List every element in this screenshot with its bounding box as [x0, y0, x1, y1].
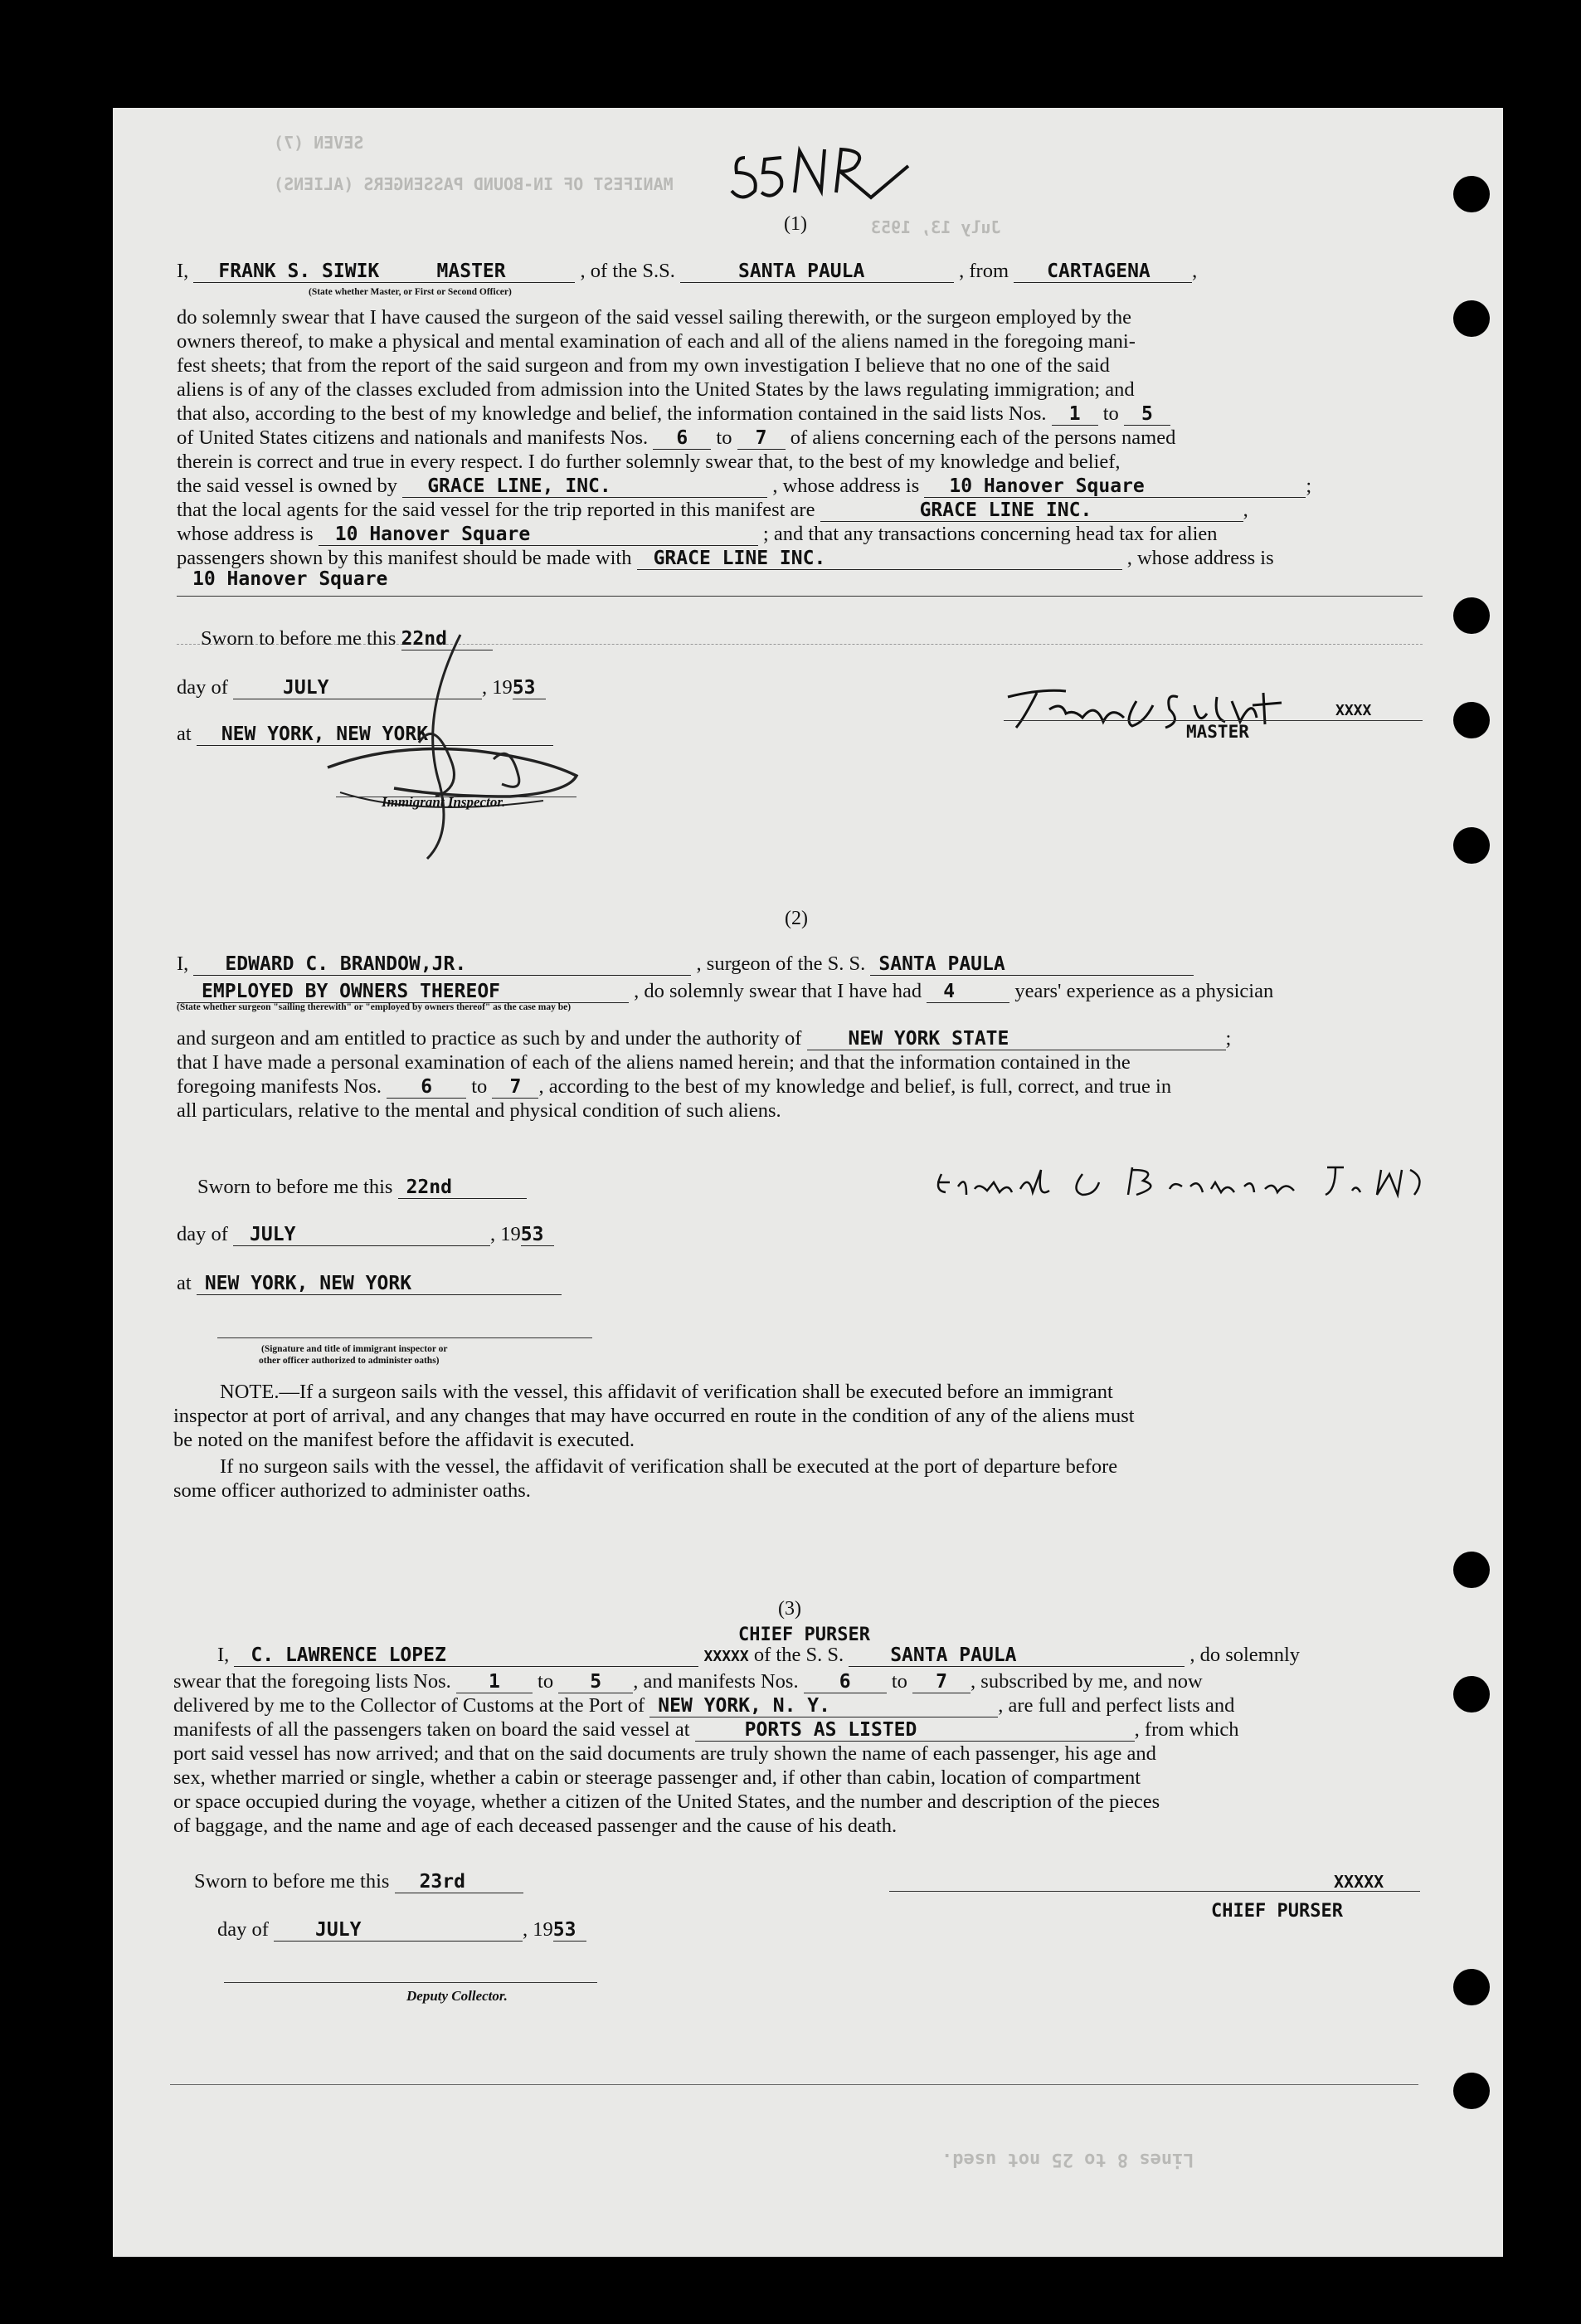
lists-to-field: 5	[1124, 403, 1170, 426]
owner-address-field: 10 Hanover Square	[924, 475, 1306, 498]
master-note: (State whether Master, or First or Second Officer)	[309, 287, 512, 297]
oath-text: , are full and perfect lists and	[998, 1694, 1235, 1717]
section-number: (2)	[785, 908, 808, 929]
surgeon-name-field: EDWARD C. BRANDOW,JR.	[193, 953, 691, 976]
punch-hole	[1453, 1969, 1490, 2005]
faint-header-text: July 13, 1953	[871, 217, 1001, 237]
inspector-label: Immigrant Inspector.	[382, 794, 506, 810]
surgeon-line: and surgeon and am entitled to practice as such by and under the authority of NEW YORK STATE ;	[177, 1027, 1232, 1050]
place-line	[177, 1271, 562, 1296]
bottom-rule	[170, 2084, 1418, 2085]
note-line: inspector at port of arrival, and any changes that may have occurred en route in the condition of any of the aliens must	[173, 1405, 1135, 1427]
master-name-field	[193, 261, 575, 283]
faint-header-text: MANIFEST OF IN-BOUND PASSENGERS (ALIENS)	[274, 174, 674, 194]
sworn-day-field: 22nd	[401, 628, 493, 650]
agents-address-field: 10 Hanover Square	[319, 524, 758, 546]
sig-caption: other officer authorized to administer oaths)	[259, 1356, 440, 1366]
oath-text: passengers shown by this manifest should be made with	[177, 547, 632, 569]
oath-text: ; and that any transactions concerning head tax for alien	[762, 523, 1218, 545]
punch-hole	[1453, 702, 1490, 738]
struck-title: XXXXX	[703, 1648, 749, 1665]
manifests-from-field: 6	[804, 1671, 887, 1693]
signature-line	[1004, 720, 1423, 721]
oath-text: swear that the foregoing lists Nos.	[173, 1670, 451, 1693]
master-title: MASTER	[436, 261, 506, 282]
purser-line: port said vessel has now arrived; and that on the said documents are truly shown the name of each passenger, his age and	[173, 1742, 1156, 1765]
oath-line	[177, 426, 1175, 451]
label-i: I,	[217, 1644, 230, 1666]
year-field: 53	[553, 1919, 586, 1942]
lists-from-field: 1	[1052, 403, 1098, 426]
date-line	[217, 1917, 586, 1942]
note-line: some officer authorized to administer oaths.	[173, 1479, 531, 1502]
oath-text: manifests of all the passengers taken on board the said vessel at	[173, 1718, 690, 1741]
day-of-label: day of	[177, 1223, 228, 1245]
oath-line: that the local agents for the said vessel for the trip reported in this manifest are GRACE LINE INC. ,	[177, 499, 1248, 521]
section-number: (1)	[784, 213, 807, 235]
surgeon-line: all particulars, relative to the mental and physical condition of such aliens.	[177, 1099, 781, 1122]
agents-field: GRACE LINE INC.	[820, 499, 1243, 522]
year-prefix: , 19	[523, 1918, 553, 1941]
at-label: at	[177, 1272, 192, 1294]
oath-text: of United States citizens and nationals and manifests Nos.	[177, 426, 649, 449]
oath-line: owners thereof, to make a physical and mental examination of each and all of the aliens named in the foregoing mani-	[177, 330, 1136, 353]
purser-line: of baggage, and the name and age of each deceased passenger and the cause of his death.	[173, 1815, 898, 1837]
day-of-label: day of	[177, 676, 228, 699]
purser-line	[173, 1717, 1239, 1742]
sworn-label: Sworn to before me this	[194, 1870, 390, 1893]
sworn-day-field: 23rd	[395, 1871, 523, 1893]
day-of-label: day of	[217, 1918, 269, 1941]
year-field: 53	[521, 1224, 554, 1246]
oath-text: of aliens concerning each of the persons named	[790, 426, 1176, 449]
surgeon-line	[177, 1074, 1171, 1099]
vessel-field: SANTA PAULA	[870, 953, 1194, 976]
surgeon-signature	[929, 1157, 1427, 1207]
lists-to-field: 5	[558, 1671, 633, 1693]
punch-hole	[1453, 597, 1490, 634]
oath-text: , from which	[1134, 1718, 1239, 1741]
from-port-field: CARTAGENA	[1014, 261, 1192, 283]
master-affidavit-line: I, FRANK S. SIWIK MASTER , of the S.S. SANTA PAULA , from CARTAGENA ,	[177, 260, 1198, 282]
purser-title: CHIEF PURSER	[738, 1625, 870, 1645]
oath-text: , whose address is	[772, 475, 920, 497]
label-of-the-ss: , of the S.S.	[580, 260, 675, 282]
oath-text: and surgeon and am entitled to practice as such by and under the authority of	[177, 1027, 802, 1050]
oath-text: that also, according to the best of my knowledge and belief, the information contained in the said lists Nos.	[177, 402, 1047, 425]
label-to: to	[891, 1670, 907, 1693]
oath-line: the said vessel is owned by GRACE LINE, INC. , whose address is 10 Hanover Square ;	[177, 475, 1312, 497]
purser-line	[173, 1669, 1203, 1694]
master-sig-xs: XXXX	[1335, 702, 1372, 719]
vessel-field: SANTA PAULA	[849, 1644, 1185, 1667]
manifests-to-field: 7	[912, 1671, 970, 1693]
oath-line: therein is correct and true in every respect. I do further solemnly swear that, to the best of my knowledge and belief,	[177, 451, 1121, 473]
sworn-label: Sworn to before me this	[201, 627, 396, 650]
place-field: NEW YORK, NEW YORK	[197, 724, 553, 746]
signature-line	[217, 1337, 592, 1338]
oath-line: aliens is of any of the classes excluded from admission into the United States by the laws regulating immigration; and	[177, 378, 1135, 401]
oath-text: , whose address is	[1126, 547, 1274, 569]
label-to: to	[1102, 402, 1119, 425]
month-field: JULY	[233, 677, 482, 699]
chief-purser-caption: CHIEF PURSER	[1211, 1901, 1343, 1922]
surgeon-note: (State whether surgeon "sailing therewith" or "employed by owners thereof" as the case may be)	[177, 1002, 572, 1012]
master-signature	[1000, 676, 1315, 738]
purser-sig-xs: XXXXX	[1334, 1872, 1384, 1892]
label-to: to	[538, 1670, 554, 1693]
year-field: 53	[513, 677, 546, 699]
year-prefix: , 19	[490, 1223, 521, 1245]
inspector-signature	[294, 618, 610, 867]
punch-hole	[1453, 1676, 1490, 1713]
punch-hole	[1453, 827, 1490, 864]
employment-field: EMPLOYED BY OWNERS THEREOF	[177, 981, 629, 1003]
years-field: 4	[927, 981, 1009, 1003]
manifests-from-field: 6	[653, 427, 711, 450]
punch-hole	[1453, 176, 1490, 212]
owner-field: GRACE LINE, INC.	[402, 475, 767, 498]
faint-footer-text: Lines 8 to 25 not used.	[941, 2149, 1194, 2170]
oath-text: , according to the best of my knowledge and belief, is full, correct, and true in	[538, 1075, 1172, 1098]
oath-text: , subscribed by me, and now	[970, 1670, 1203, 1693]
port-field: NEW YORK, N. Y.	[649, 1695, 998, 1717]
punch-hole	[1453, 300, 1490, 337]
purser-line: sex, whether married or single, whether a cabin or steerage passenger and, if other than cabin, location of compartment	[173, 1766, 1141, 1789]
oath-text: years' experience as a physician	[1014, 980, 1274, 1002]
month-field: JULY	[233, 1224, 490, 1246]
at-label: at	[177, 723, 192, 745]
oath-line: do solemnly swear that I have caused the surgeon of the said vessel sailing therewith, or the surgeon employed by the	[177, 306, 1131, 329]
headtax-field: GRACE LINE INC.	[637, 548, 1122, 570]
place-field: NEW YORK, NEW YORK	[197, 1273, 562, 1295]
collector-label: Deputy Collector.	[406, 1988, 508, 2004]
punch-hole	[1453, 1552, 1490, 1588]
year-prefix: , 19	[482, 676, 513, 699]
label-surgeon-of: , surgeon of the S. S.	[696, 952, 866, 975]
label-i: I,	[177, 952, 189, 975]
master-caption: MASTER	[1186, 722, 1249, 742]
sworn-line	[197, 1175, 527, 1200]
surgeon-line	[177, 952, 1194, 977]
sworn-day-field: 22nd	[398, 1177, 527, 1199]
note-line: NOTE.—If a surgeon sails with the vessel, this affidavit of verification shall be executed before an immigrant	[220, 1381, 1113, 1403]
oath-text: foregoing manifests Nos.	[177, 1075, 382, 1098]
section-number: (3)	[778, 1598, 801, 1620]
manifests-to-field: 7	[737, 427, 786, 450]
headtax-address: 10 Hanover Square	[192, 568, 388, 590]
label-from: , from	[959, 260, 1009, 282]
faint-header-text: SEVEN (7)	[274, 133, 364, 153]
sig-caption: (Signature and title of immigrant inspector or	[261, 1344, 448, 1354]
oath-line	[177, 402, 1170, 426]
oath-line	[177, 522, 1218, 547]
master-name: FRANK S. SIWIK	[218, 261, 380, 282]
purser-line	[217, 1643, 1300, 1669]
sworn-label: Sworn to before me this	[197, 1176, 393, 1198]
punch-hole	[1453, 2073, 1490, 2109]
ports-field: PORTS AS LISTED	[695, 1719, 1135, 1742]
surgeon-line	[177, 979, 1273, 1004]
handwritten-mark	[730, 133, 946, 207]
label-to: to	[716, 426, 732, 449]
signature-line	[224, 1982, 597, 1983]
sworn-line	[194, 1869, 523, 1894]
date-line	[177, 1222, 554, 1247]
oath-text: delivered by me to the Collector of Customs at the Port of	[173, 1694, 645, 1717]
label-to: to	[471, 1075, 488, 1098]
purser-line: or space occupied during the voyage, whether a citizen of the United States, and the number and description of the pieces	[173, 1791, 1160, 1813]
lists-from-field: 1	[456, 1671, 533, 1693]
oath-text: , do solemnly	[1189, 1644, 1301, 1666]
surgeon-line: that I have made a personal examination of each of the aliens named herein; and that the information contained in the	[177, 1051, 1131, 1074]
note-line: If no surgeon sails with the vessel, the affidavit of verification shall be executed at the port of departure before	[220, 1455, 1118, 1478]
purser-line	[173, 1693, 1234, 1718]
note-line: be noted on the manifest before the affidavit is executed.	[173, 1429, 635, 1451]
oath-line: fest sheets; that from the report of the said surgeon and from my own investigation I believe that no one of the said	[177, 354, 1110, 377]
month-field: JULY	[274, 1919, 523, 1942]
label-of-the-ss: of the S. S.	[753, 1644, 844, 1666]
oath-text: the said vessel is owned by	[177, 475, 398, 497]
manifests-to-field: 7	[492, 1076, 538, 1099]
oath-text: , and manifests Nos.	[633, 1670, 799, 1693]
label-i: I,	[177, 260, 189, 282]
oath-text: , do solemnly swear that I have had	[634, 980, 922, 1002]
authority-field: NEW YORK STATE	[807, 1028, 1226, 1050]
manifests-from-field: 6	[387, 1076, 466, 1099]
oath-text: that the local agents for the said vessel for the trip reported in this manifest are	[177, 499, 815, 521]
vessel-field: SANTA PAULA	[680, 261, 954, 283]
field-underline	[177, 596, 1423, 597]
purser-name-field: C. LAWRENCE LOPEZ	[234, 1644, 698, 1667]
oath-text: whose address is	[177, 523, 314, 545]
